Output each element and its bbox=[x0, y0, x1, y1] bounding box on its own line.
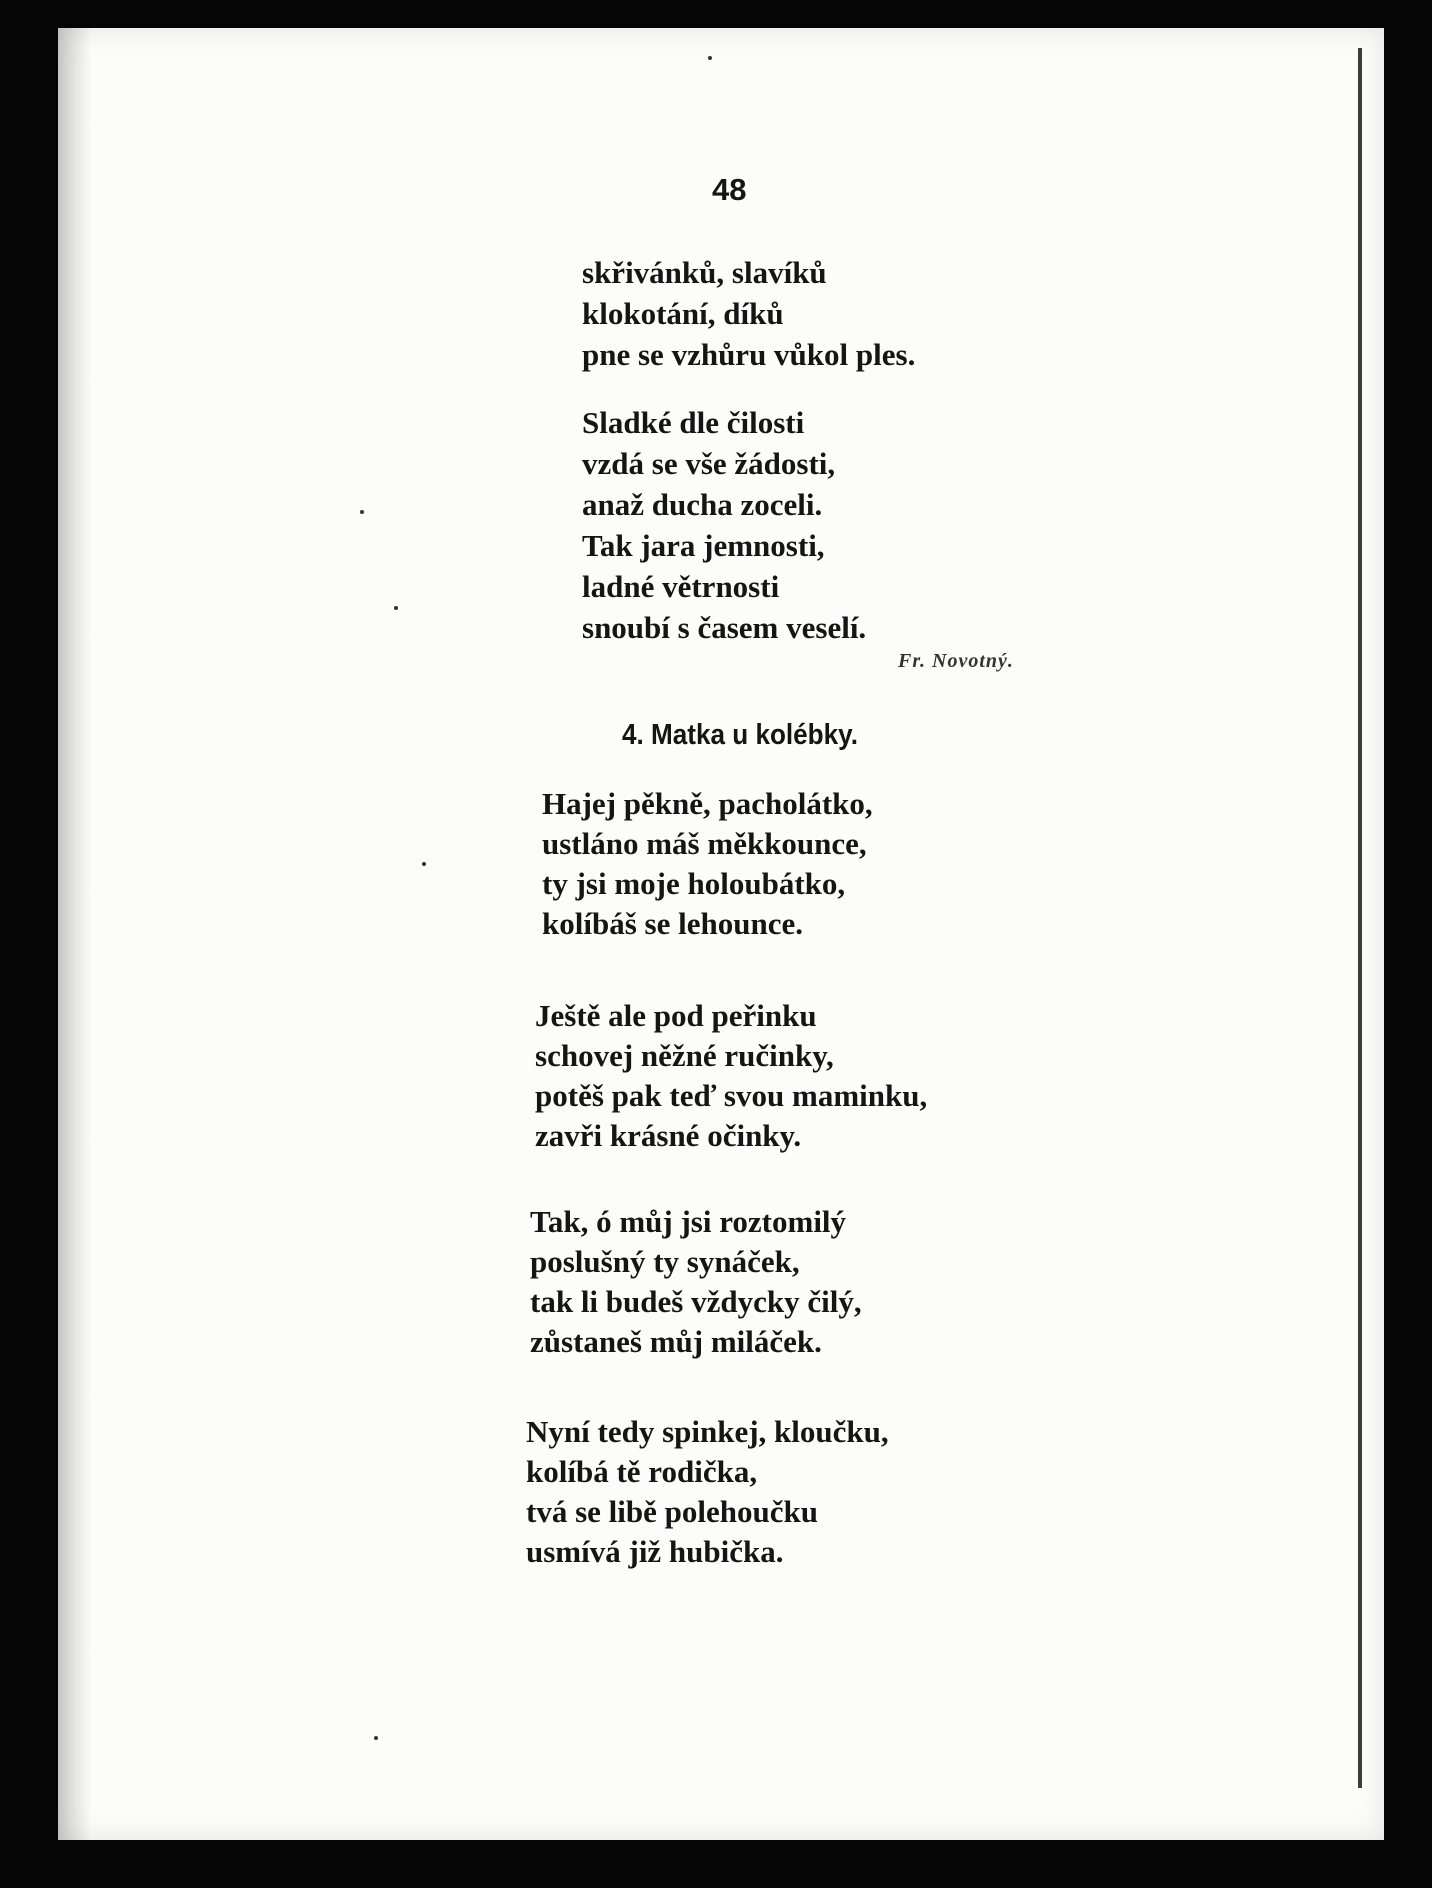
verse-line: Nyní tedy spinkej, kloučku, bbox=[526, 1414, 889, 1449]
speck bbox=[360, 510, 364, 514]
author-signature: Fr. Novotný. bbox=[898, 650, 1014, 672]
verse-line: vzdá se vše žádosti, bbox=[582, 446, 836, 481]
speck bbox=[394, 606, 398, 610]
gutter-shadow bbox=[58, 28, 92, 1840]
verse-line: Tak jara jemnosti, bbox=[582, 528, 825, 563]
speck bbox=[708, 56, 712, 60]
speck bbox=[374, 1736, 378, 1740]
verse-line: Tak, ó můj jsi roztomilý bbox=[530, 1204, 847, 1239]
verse-line: anaž ducha zoceli. bbox=[582, 487, 823, 522]
verse-line: poslušný ty synáček, bbox=[530, 1244, 800, 1279]
stanza-2 bbox=[582, 402, 866, 648]
verse-line: Hajej pěkně, pacholátko, bbox=[542, 786, 873, 821]
verse-line: ty jsi moje holoubátko, bbox=[542, 866, 846, 901]
stanza-4 bbox=[535, 996, 927, 1156]
verse-line: Ještě ale pod peřinku bbox=[535, 998, 817, 1033]
page-edge-line bbox=[1358, 48, 1362, 1788]
verse-line: snoubí s časem veselí. bbox=[582, 610, 867, 645]
verse-line: kolíbá tě rodička, bbox=[526, 1454, 758, 1489]
verse-line: zavři krásné očinky. bbox=[535, 1118, 802, 1153]
verse-line: usmívá již hubička. bbox=[526, 1534, 784, 1569]
stanza-5 bbox=[530, 1202, 862, 1362]
stanza-3 bbox=[542, 784, 873, 944]
poem-title: 4. Matka u kolébky. bbox=[622, 719, 858, 751]
verse-line: zůstaneš můj miláček. bbox=[530, 1324, 822, 1359]
verse-line: Sladké dle čilosti bbox=[582, 405, 805, 440]
verse-line: tvá se libě polehoučku bbox=[526, 1494, 818, 1529]
verse-line: klokotání, díků bbox=[582, 296, 784, 331]
stanza-6 bbox=[526, 1412, 889, 1572]
speck bbox=[422, 862, 426, 866]
verse-line: ladné větrnosti bbox=[582, 569, 780, 604]
verse-line: kolíbáš se lehounce. bbox=[542, 906, 803, 941]
verse-line: ustláno máš měkkounce, bbox=[542, 826, 867, 861]
stanza-1 bbox=[582, 252, 915, 375]
verse-line: tak li budeš vždycky čilý, bbox=[530, 1284, 862, 1319]
verse-line: potěš pak teď svou maminku, bbox=[535, 1078, 928, 1113]
verse-line: pne se vzhůru vůkol ples. bbox=[582, 337, 916, 372]
page-number: 48 bbox=[712, 172, 747, 207]
verse-line: schovej něžné ručinky, bbox=[535, 1038, 834, 1073]
verse-line: skřivánků, slavíků bbox=[582, 255, 827, 290]
